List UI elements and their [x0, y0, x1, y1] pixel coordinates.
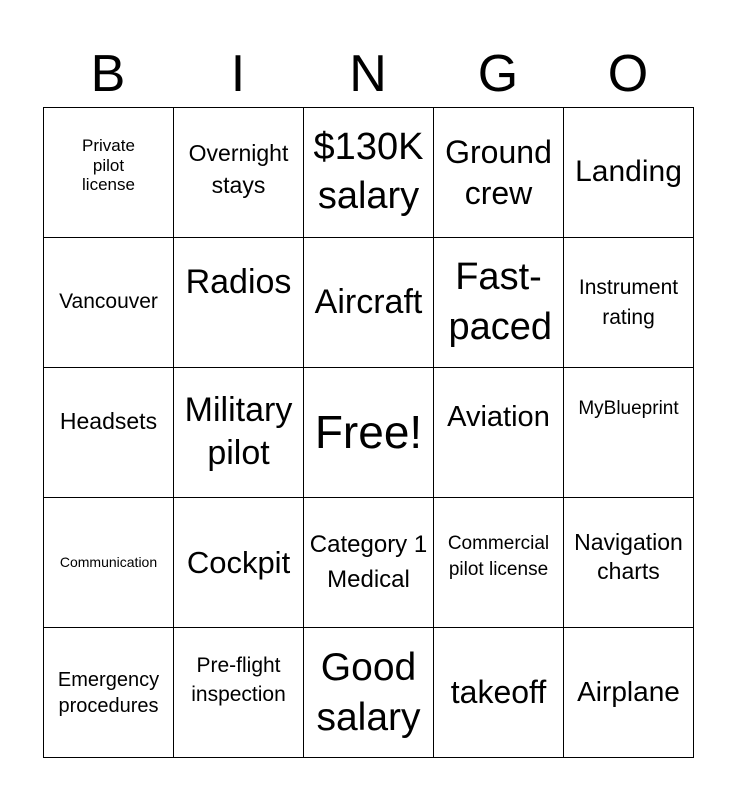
cell-label: Aircraft	[314, 282, 423, 321]
header-letter-b: B	[90, 45, 126, 103]
bingo-cell[interactable]	[174, 368, 304, 498]
bingo-header	[43, 40, 693, 108]
cell-label: MyBlueprint	[578, 397, 679, 419]
cell-label: Radios	[185, 262, 292, 301]
bingo-cell[interactable]	[434, 108, 564, 238]
bingo-cell[interactable]	[434, 238, 564, 368]
bingo-cell[interactable]	[174, 498, 304, 628]
header-letter-i: I	[230, 45, 246, 103]
bingo-cell[interactable]	[304, 238, 434, 368]
cell-label: Overnight stays	[188, 140, 289, 198]
cell-label: Military pilot	[184, 391, 293, 472]
header-letter-o: O	[607, 45, 649, 103]
cell-label: Landing	[575, 155, 682, 189]
bingo-cell[interactable]	[174, 108, 304, 238]
header-letter-g: G	[477, 45, 519, 103]
cell-label: Aviation	[447, 400, 550, 433]
bingo-board	[43, 107, 694, 758]
cell-label: Emergency procedures	[57, 668, 160, 717]
cell-label: Headsets	[59, 408, 158, 435]
cell-label: Cockpit	[186, 544, 291, 580]
cell-label: Commercial pilot license	[447, 532, 550, 580]
bingo-cell[interactable]	[304, 108, 434, 238]
cell-label: Pre-flight inspection	[191, 654, 286, 706]
bingo-cell[interactable]	[564, 108, 694, 238]
bingo-cell[interactable]	[44, 108, 174, 238]
bingo-cell[interactable]	[564, 628, 694, 758]
bingo-cell[interactable]	[44, 498, 174, 628]
bingo-cell[interactable]	[434, 628, 564, 758]
bingo-cell[interactable]	[304, 368, 434, 498]
bingo-cell[interactable]	[434, 368, 564, 498]
cell-label: Good salary	[316, 645, 421, 739]
cell-label: Navigation charts	[574, 528, 683, 584]
cell-label: Instrument rating	[578, 276, 679, 329]
cell-label: Ground crew	[445, 133, 552, 211]
bingo-cell[interactable]	[174, 628, 304, 758]
bingo-cell[interactable]	[44, 238, 174, 368]
cell-label: takeoff	[450, 674, 547, 711]
bingo-cell[interactable]	[174, 238, 304, 368]
bingo-cell[interactable]	[564, 238, 694, 368]
bingo-cell[interactable]	[434, 498, 564, 628]
bingo-cell[interactable]	[564, 498, 694, 628]
cell-label: Vancouver	[59, 290, 158, 314]
bingo-cell[interactable]	[304, 628, 434, 758]
bingo-cell[interactable]	[304, 498, 434, 628]
free-space-label: Free!	[314, 406, 423, 459]
cell-label: Airplane	[577, 676, 680, 708]
bingo-cell[interactable]	[44, 368, 174, 498]
cell-label: Category 1 Medical	[309, 531, 428, 593]
cell-label: Fast-paced	[448, 256, 553, 348]
cell-label: Communication	[59, 554, 158, 571]
bingo-cell[interactable]	[44, 628, 174, 758]
cell-label: $130K salary	[313, 125, 424, 217]
cell-label: Private pilot license	[82, 136, 135, 195]
header-letter-n: N	[349, 45, 387, 103]
bingo-cell[interactable]	[564, 368, 694, 498]
